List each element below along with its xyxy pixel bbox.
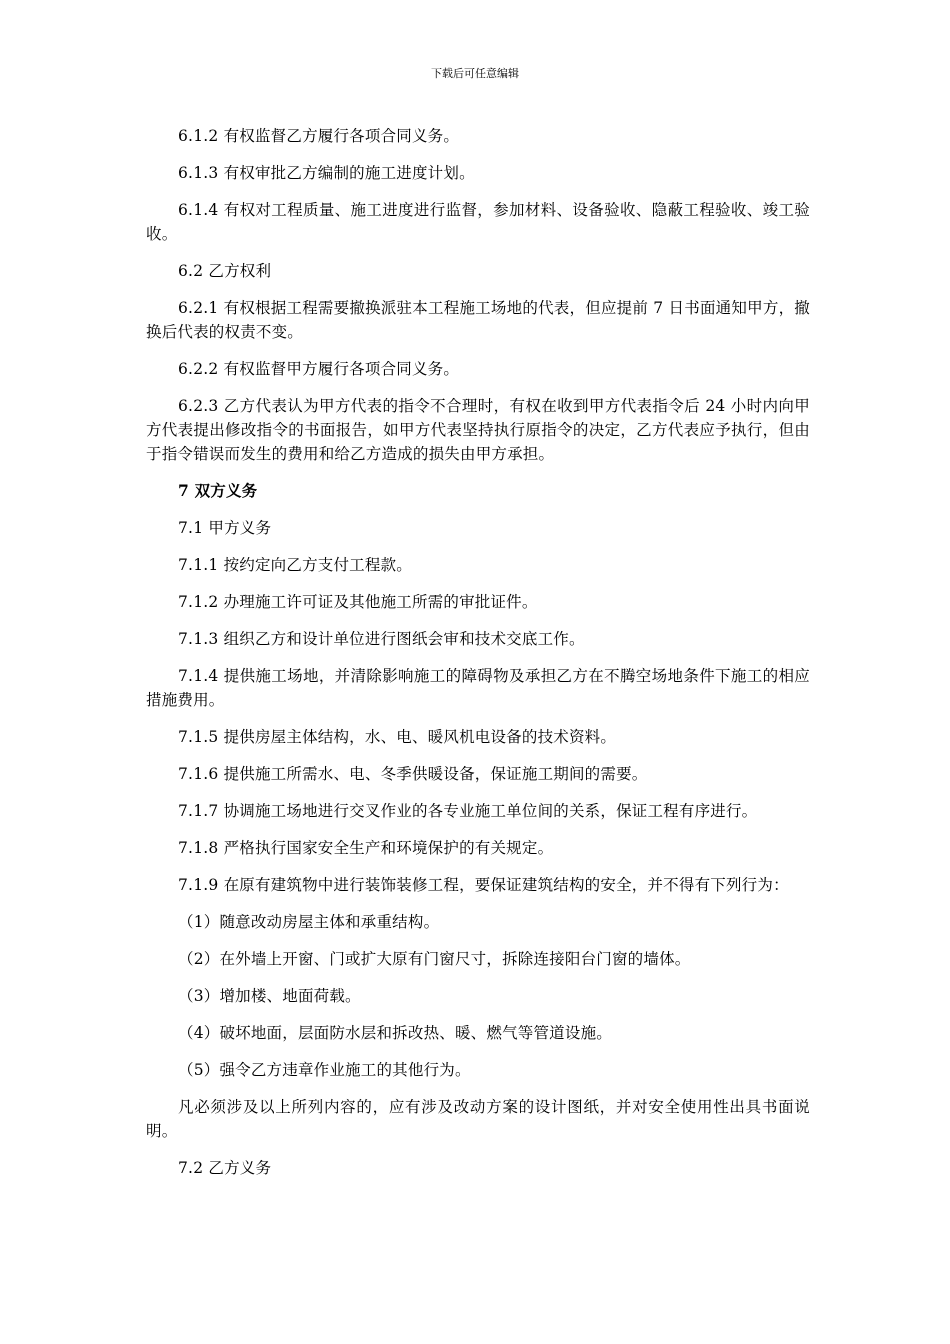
section-7-2-heading: 7.2 乙方义务	[178, 1159, 272, 1177]
document-body	[146, 124, 810, 1180]
clause-7-1-6: 7.1.6 提供施工所需水、电、冬季供暖设备，保证施工期间的需要。	[178, 765, 648, 783]
clause-7-1-8: 7.1.8 严格执行国家安全生产和环境保护的有关规定。	[178, 839, 554, 857]
clause-7-1-3: 7.1.3 组织乙方和设计单位进行图纸会审和技术交底工作。	[178, 630, 585, 648]
clause-7-1-1: 7.1.1 按约定向乙方支付工程款。	[178, 556, 412, 574]
list-item-5: （5）强令乙方违章作业施工的其他行为。	[178, 1061, 471, 1079]
clause-6-2-1: 6.2.1 有权根据工程需要撤换派驻本工程施工场地的代表，但应提前 7 日书面通知甲方，撤换后代表的权责不变。	[146, 299, 810, 341]
clause-6-1-4: 6.1.4 有权对工程质量、施工进度进行监督，参加材料、设备验收、隐蔽工程验收、竣工验收。	[146, 201, 810, 243]
list-item-1: （1）随意改动房屋主体和承重结构。	[178, 913, 440, 931]
clause-7-1-9: 7.1.9 在原有建筑物中进行装饰装修工程，要保证建筑结构的安全，并不得有下列行为：	[178, 876, 789, 894]
section-6-2-heading: 6.2 乙方权利	[178, 262, 272, 280]
clause-6-1-2: 6.1.2 有权监督乙方履行各项合同义务。	[178, 127, 460, 145]
clause-6-2-3: 6.2.3 乙方代表认为甲方代表的指令不合理时，有权在收到甲方代表指令后 24 小时内向甲方代表提出修改指令的书面报告，如甲方代表坚持执行原指令的决定，乙方代表应予执行，但由于指令错误而发生的费用和给乙方造成的损失由甲方承担。	[146, 397, 810, 463]
clause-6-1-3: 6.1.3 有权审批乙方编制的施工进度计划。	[178, 164, 475, 182]
list-item-4: （4）破坏地面，层面防水层和拆改热、暖、燃气等管道设施。	[178, 1024, 612, 1042]
clause-7-1-5: 7.1.5 提供房屋主体结构，水、电、暖风机电设备的技术资料。	[178, 728, 617, 746]
clause-note: 凡必须涉及以上所列内容的，应有涉及改动方案的设计图纸，并对安全使用性出具书面说明。	[146, 1098, 810, 1140]
section-7-1-heading: 7.1 甲方义务	[178, 519, 272, 537]
header-note: 下载后可任意编辑	[431, 67, 519, 80]
list-item-3: （3）增加楼、地面荷载。	[178, 987, 361, 1005]
section-7-heading: 7 双方义务	[178, 481, 258, 500]
clause-7-1-2: 7.1.2 办理施工许可证及其他施工所需的审批证件。	[178, 593, 538, 611]
list-item-2: （2）在外墙上开窗、门或扩大原有门窗尺寸，拆除连接阳台门窗的墙体。	[178, 950, 691, 968]
clause-7-1-7: 7.1.7 协调施工场地进行交叉作业的各专业施工单位间的关系，保证工程有序进行。	[178, 802, 758, 820]
clause-6-2-2: 6.2.2 有权监督甲方履行各项合同义务。	[178, 360, 460, 378]
clause-7-1-4: 7.1.4 提供施工场地，并清除影响施工的障碍物及承担乙方在不腾空场地条件下施工的相应措施费用。	[146, 667, 810, 709]
